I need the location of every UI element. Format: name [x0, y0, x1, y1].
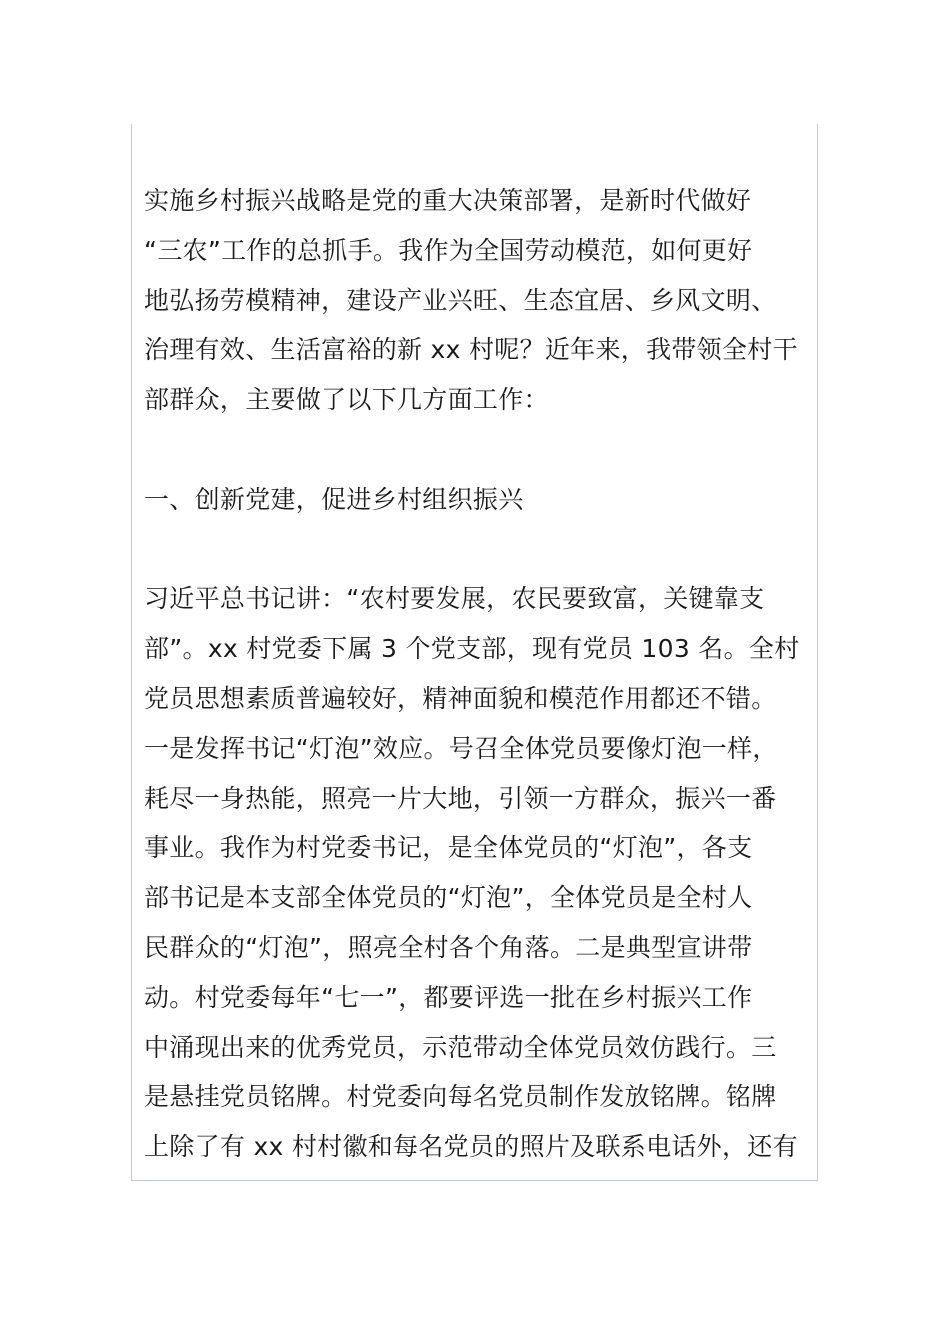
text-line: 治理有效、生活富裕的新 xx 村呢？近年来，我带领全村干: [144, 335, 798, 365]
text-line: 事业。我作为村党委书记，是全体党员的“灯泡”，各支: [144, 833, 753, 863]
section-heading: 一、创新党建，促进乡村组织振兴: [144, 484, 524, 514]
text-line: 耗尽一身热能，照亮一片大地，引领一方群众，振兴一番: [144, 783, 777, 813]
document-body: [144, 176, 799, 1172]
text-line: 党员思想素质普遍较好，精神面貌和模范作用都还不错。: [144, 683, 777, 713]
text-line: 实施乡村振兴战略是党的重大决策部署，是新时代做好: [144, 186, 752, 215]
paragraph-spacer: [144, 425, 799, 475]
text-line: 部”。xx 村党委下属 3 个党支部，现有党员 103 名。全村: [144, 634, 800, 664]
text-line: 上除了有 xx 村村徽和每名党员的照片及联系电话外，还有: [144, 1132, 798, 1162]
text-line: 地弘扬劳模精神，建设产业兴旺、生态宜居、乡风文明、: [144, 285, 777, 315]
text-line: 习近平总书记讲：“农村要发展，农民要致富，关键靠支: [144, 584, 765, 614]
body-paragraph: [144, 574, 799, 1172]
text-line: 是悬挂党员铭牌。村党委向每名党员制作发放铭牌。铭牌: [144, 1082, 777, 1112]
text-line: 一是发挥书记“灯泡”效应。号召全体党员要像灯泡一样，: [144, 733, 778, 763]
text-line: 动。村党委每年“七一”，都要评选一批在乡村振兴工作: [144, 982, 753, 1012]
text-line: 部书记是本支部全体党员的“灯泡”，全体党员是全村人: [144, 883, 753, 913]
text-line: 部群众，主要做了以下几方面工作：: [144, 385, 549, 415]
intro-paragraph: [144, 176, 799, 425]
text-line: 中涌现出来的优秀党员，示范带动全体党员效仿践行。三: [144, 1032, 777, 1062]
text-line: 民群众的“灯泡”，照亮全村各个角落。二是典型宣讲带: [144, 932, 753, 962]
paragraph-spacer: [144, 525, 799, 575]
text-line: “三农”工作的总抓手。我作为全国劳动模范，如何更好: [144, 235, 753, 265]
